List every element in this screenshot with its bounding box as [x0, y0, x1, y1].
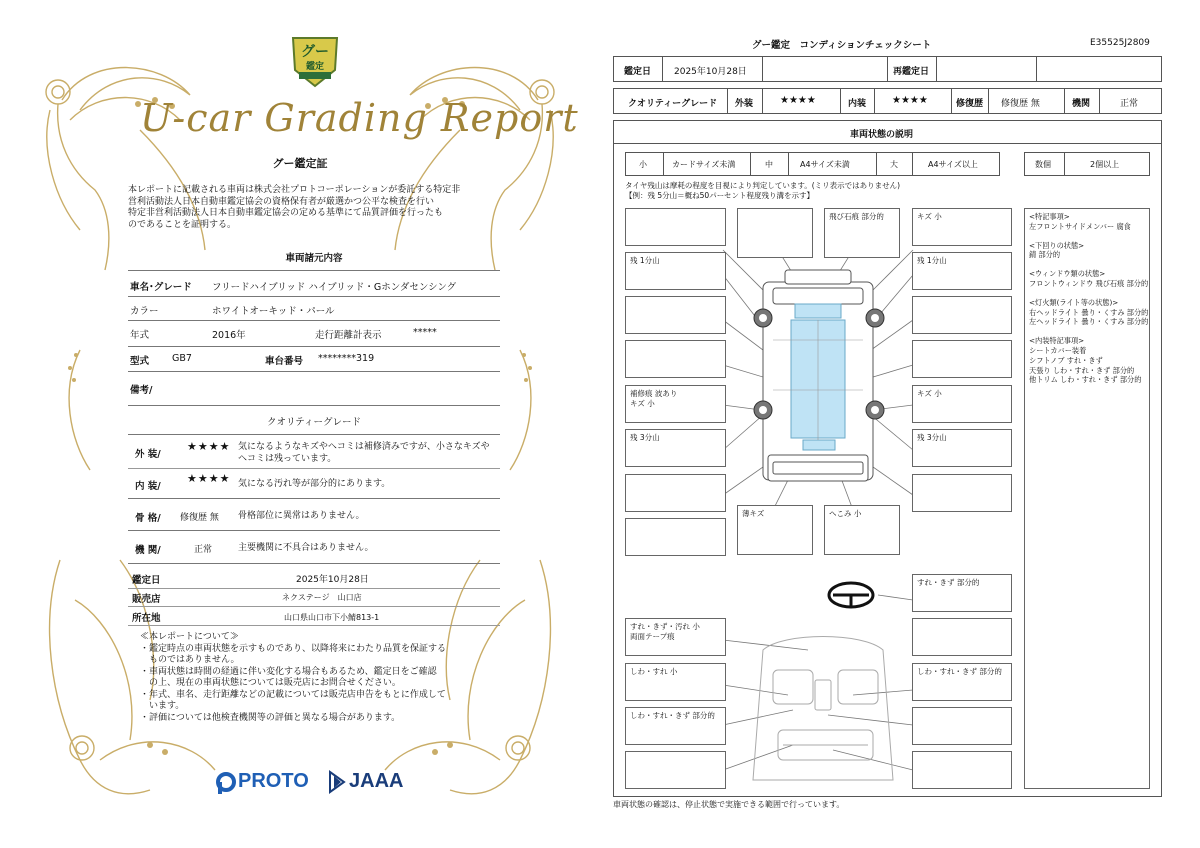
box-label: 残 1分山 — [917, 256, 947, 265]
interior-box-steering — [912, 574, 1012, 612]
shop-label: 販売店 — [132, 594, 161, 605]
interior-box-r5 — [912, 751, 1012, 789]
report-notes — [140, 632, 500, 724]
note-line: シフトノブ すれ・きず — [1029, 355, 1103, 365]
address-value: 山口県山口市下小鯖813-1 — [284, 613, 380, 622]
color-label: カラー — [130, 306, 159, 317]
box-label: 飛び石痕 部分的 — [829, 212, 884, 221]
car-name-label: 車名･グレード — [130, 282, 192, 293]
cert-line: 営利活動法人日本自動車鑑定協会の資格保有者が厳選かつ公平な検査を行い — [128, 196, 435, 207]
car-name-value: フリードハイブリッド ハイブリッド・Gホンダセンシング — [212, 282, 457, 293]
note-line — [1029, 327, 1145, 336]
exterior-rating: ★★★★ — [187, 440, 231, 453]
interior-box-ceiling — [625, 618, 726, 656]
cert-line: のであることを証明する。 — [128, 219, 237, 230]
legend-mid-desc: A4サイズ未満 — [800, 160, 850, 169]
mileage-value: ***** — [413, 327, 437, 338]
divider — [727, 88, 728, 114]
note-line: 左フロントサイドメンバー 腐食 — [1029, 221, 1131, 231]
grade-label: クオリティーグレード — [628, 99, 718, 109]
note-line: ・車両状態は時間の経過に伴い変化する場合もあるため、鑑定日をご確認 — [140, 666, 437, 677]
legend-large: 大 — [890, 160, 898, 169]
shop-value: ネクステージ 山口店 — [282, 593, 362, 602]
int-label: 内装 — [848, 99, 867, 109]
interior-box-left-seat — [625, 663, 726, 701]
note-line: フロントウィンドウ 飛び石痕 部分的 — [1029, 278, 1149, 288]
interior-desc: 気になる汚れ等が部分的にあります。 — [238, 479, 391, 489]
quality-section-title: クオリティーグレード — [266, 417, 362, 428]
note-line: ・評価については他検査機関等の評価と異なる場合があります。 — [140, 712, 401, 723]
legend-mid: 中 — [765, 160, 773, 169]
box-label: キズ 小 — [630, 399, 655, 408]
divider — [662, 56, 663, 82]
proto-logo: PROTO — [238, 770, 309, 792]
legend-small-desc: カードサイズ未満 — [672, 160, 736, 169]
note-line: 他トリム しわ・すれ・きず 部分的 — [1029, 375, 1142, 385]
divider — [128, 371, 500, 372]
damage-box-repair-left — [625, 385, 726, 423]
interior-box-r4 — [912, 707, 1012, 745]
note-line: <内装特記事項> — [1029, 336, 1085, 346]
legend-count: 数個 — [1035, 160, 1051, 169]
legend-large-desc: A4サイズ以上 — [928, 160, 978, 169]
divider — [128, 498, 500, 499]
remarks-label: 備考/ — [130, 385, 153, 396]
damage-box-tire-rr — [912, 429, 1012, 467]
divider — [128, 434, 500, 435]
document-id: E35525J2809 — [1090, 38, 1150, 48]
chassis-value: ********319 — [318, 353, 375, 364]
divider — [951, 88, 952, 114]
divider — [128, 606, 500, 607]
repair-value: 修復歴 無 — [1001, 99, 1040, 109]
engine-rating: 正常 — [194, 545, 213, 555]
cert-line: 本レポートに記載される車両は株式会社プロトコーポレーションが委託する特定非 — [128, 185, 461, 195]
interior-box-right-seat — [912, 663, 1012, 701]
divider — [128, 625, 500, 626]
divider — [128, 588, 500, 589]
note-line: ものではありません。 — [140, 655, 240, 665]
damage-box-l8 — [625, 518, 726, 556]
divider — [128, 530, 500, 531]
frame-desc: 骨格部位に異常はありません。 — [238, 511, 365, 521]
box-label: 薄キズ — [742, 509, 765, 518]
engine-value: 正常 — [1120, 99, 1139, 109]
damage-box-tire-fl — [625, 252, 726, 290]
script-title: U-car Grading Report — [140, 96, 579, 140]
reappraisal-label: 再鑑定日 — [893, 67, 930, 77]
damage-box-fr-top — [912, 208, 1012, 246]
note-line: の上、現在の車両状態については販売店にお問合せください。 — [140, 678, 401, 688]
note-line — [1029, 289, 1145, 298]
divider — [128, 320, 500, 321]
sheet-date-label: 鑑定日 — [624, 67, 652, 77]
divider — [874, 88, 875, 114]
damage-box-r7 — [912, 474, 1012, 512]
divider — [1064, 88, 1065, 114]
box-label: すれ・きず 部分的 — [917, 578, 980, 587]
box-label: キズ 小 — [917, 212, 942, 221]
divider — [876, 152, 877, 176]
divider — [887, 56, 888, 82]
model-label: 型式 — [130, 356, 150, 367]
chassis-label: 車台番号 — [265, 356, 304, 367]
divider — [762, 88, 763, 114]
certificate-body — [128, 185, 500, 231]
divider — [1064, 152, 1065, 176]
damage-box-rear-thin-scratch — [737, 505, 813, 555]
divider — [1036, 56, 1037, 82]
divider — [1099, 88, 1100, 114]
badge-bottom-text: 鑑定 — [305, 62, 324, 72]
damage-box-front-left — [737, 208, 813, 258]
damage-box-scratch-right — [912, 385, 1012, 423]
damage-box-l4 — [625, 340, 726, 378]
divider — [128, 563, 500, 564]
appraisal-date-label: 鑑定日 — [132, 575, 161, 586]
frame-rating: 修復歴 無 — [180, 513, 219, 523]
condition-section-title: 車両状態の説明 — [850, 130, 914, 140]
special-notes-panel — [1024, 208, 1150, 789]
tire-note-1: タイヤ残山は摩耗の程度を目視により判定しています。(ミリ表示ではありません) — [625, 181, 901, 190]
box-label: 残 3分山 — [630, 433, 660, 442]
box-label: 補修痕 波あり — [630, 389, 678, 398]
frame-label: 骨 格/ — [135, 513, 161, 524]
divider — [912, 152, 913, 176]
divider — [128, 346, 500, 347]
damage-box-tire-rl — [625, 429, 726, 467]
exterior-desc-line1: 気になるようなキズやヘコミは補修済みですが、小さなキズや — [238, 442, 490, 452]
proto-logo-icon — [216, 772, 236, 798]
interior-label: 内 装/ — [135, 481, 161, 492]
note-line: シートカバー装着 — [1029, 345, 1087, 355]
note-line: います。 — [140, 701, 185, 711]
year-value: 2016年 — [212, 330, 246, 341]
footer-note: 車両状態の確認は、停止状態で実施できる範囲で行っています。 — [613, 800, 845, 809]
color-value: ホワイトオーキッド・パール — [212, 306, 335, 317]
jaaa-logo: JAAA — [349, 770, 404, 792]
engine-label: 機 関/ — [135, 545, 161, 556]
damage-box-l7 — [625, 474, 726, 512]
engine-label: 機関 — [1072, 99, 1091, 109]
exterior-desc-line2: ヘコミは残っています。 — [238, 454, 337, 464]
note-line: <下回りの状態> — [1029, 240, 1085, 250]
divider — [128, 468, 500, 469]
damage-box-l3 — [625, 296, 726, 334]
damage-box-r3 — [912, 296, 1012, 334]
ext-label: 外装 — [735, 99, 754, 109]
divider — [788, 152, 789, 176]
appraisal-date-value: 2025年10月28日 — [296, 575, 369, 585]
legend-small: 小 — [639, 160, 647, 169]
divider — [988, 88, 989, 114]
note-line: 天張り しわ・すれ・きず 部分的 — [1029, 365, 1135, 375]
mileage-label: 走行距離計表示 — [315, 330, 382, 341]
box-label: 両面テープ痕 — [630, 632, 675, 641]
engine-desc: 主要機関に不具合はありません。 — [238, 543, 374, 553]
divider — [128, 296, 500, 297]
badge-top-text: グー — [301, 44, 329, 60]
ext-value: ★★★★ — [780, 95, 816, 106]
divider — [936, 56, 937, 82]
interior-box-r2 — [912, 618, 1012, 656]
divider — [613, 143, 1162, 144]
note-line: 錆 部分的 — [1029, 250, 1061, 260]
damage-box-rear-dent — [824, 505, 900, 555]
divider — [762, 56, 763, 82]
interior-rating: ★★★★ — [187, 472, 231, 485]
damage-box-fl-top — [625, 208, 726, 246]
tire-note-2: 【例：残 5分山＝概ね50パーセント程度残り溝を示す】 — [625, 191, 815, 200]
spec-section-title: 車両諸元内容 — [285, 253, 343, 264]
certificate-title: グー鑑定証 — [272, 157, 328, 170]
divider — [663, 152, 664, 176]
note-line: 左ヘッドライト 曇り・くすみ 部分的 — [1029, 317, 1149, 327]
note-line: <特記事項> — [1029, 212, 1070, 221]
interior-box-l4 — [625, 751, 726, 789]
note-line: 右ヘッドライト 曇り・くすみ 部分的 — [1029, 307, 1149, 317]
box-label: しわ・すれ・きず 部分的 — [630, 711, 715, 720]
box-label: すれ・きず・汚れ 小 — [630, 622, 700, 631]
note-line: ・年式、車名、走行距離などの記載については販売店申告をもとに作成して — [140, 689, 446, 700]
year-label: 年式 — [130, 330, 150, 341]
sheet-date-value: 2025年10月28日 — [674, 67, 747, 77]
sheet-title: グー鑑定 コンディションチェックシート — [752, 40, 932, 51]
exterior-label: 外 装/ — [135, 449, 161, 460]
note-line: <ウィンドウ類の状態> — [1029, 269, 1106, 279]
note-line — [1029, 260, 1145, 269]
divider — [128, 405, 500, 406]
cert-line: 特定非営利活動法人日本自動車鑑定協会の定める基準にて品質評価を行ったも — [128, 208, 444, 218]
box-label: しわ・すれ 小 — [630, 667, 678, 676]
note-line: ・鑑定時点の車両状態を示すものであり、以降将来にわたり品質を保証する — [140, 643, 447, 654]
int-value: ★★★★ — [892, 95, 928, 106]
note-line — [1029, 232, 1145, 241]
interior-box-trim — [625, 707, 726, 745]
divider — [750, 152, 751, 176]
box-label: 残 3分山 — [917, 433, 947, 442]
damage-box-windshield-chip — [824, 208, 900, 258]
box-label: へこみ 小 — [829, 509, 862, 518]
repair-label: 修復歴 — [956, 99, 984, 109]
note-line: <灯火類(ライト等の状態)> — [1029, 297, 1119, 307]
model-value: GB7 — [172, 353, 192, 364]
divider — [840, 88, 841, 114]
address-label: 所在地 — [132, 613, 161, 624]
goo-appraisal-badge — [287, 32, 343, 90]
note-line: ≪本レポートについて≫ — [140, 632, 239, 642]
box-label: キズ 小 — [917, 389, 942, 398]
box-label: しわ・すれ・きず 部分的 — [917, 667, 1002, 676]
box-label: 残 1分山 — [630, 256, 660, 265]
divider — [128, 270, 500, 271]
damage-box-r4 — [912, 340, 1012, 378]
legend-count-desc: 2個以上 — [1090, 160, 1120, 169]
damage-box-tire-fr — [912, 252, 1012, 290]
jaaa-logo-icon — [328, 770, 346, 798]
